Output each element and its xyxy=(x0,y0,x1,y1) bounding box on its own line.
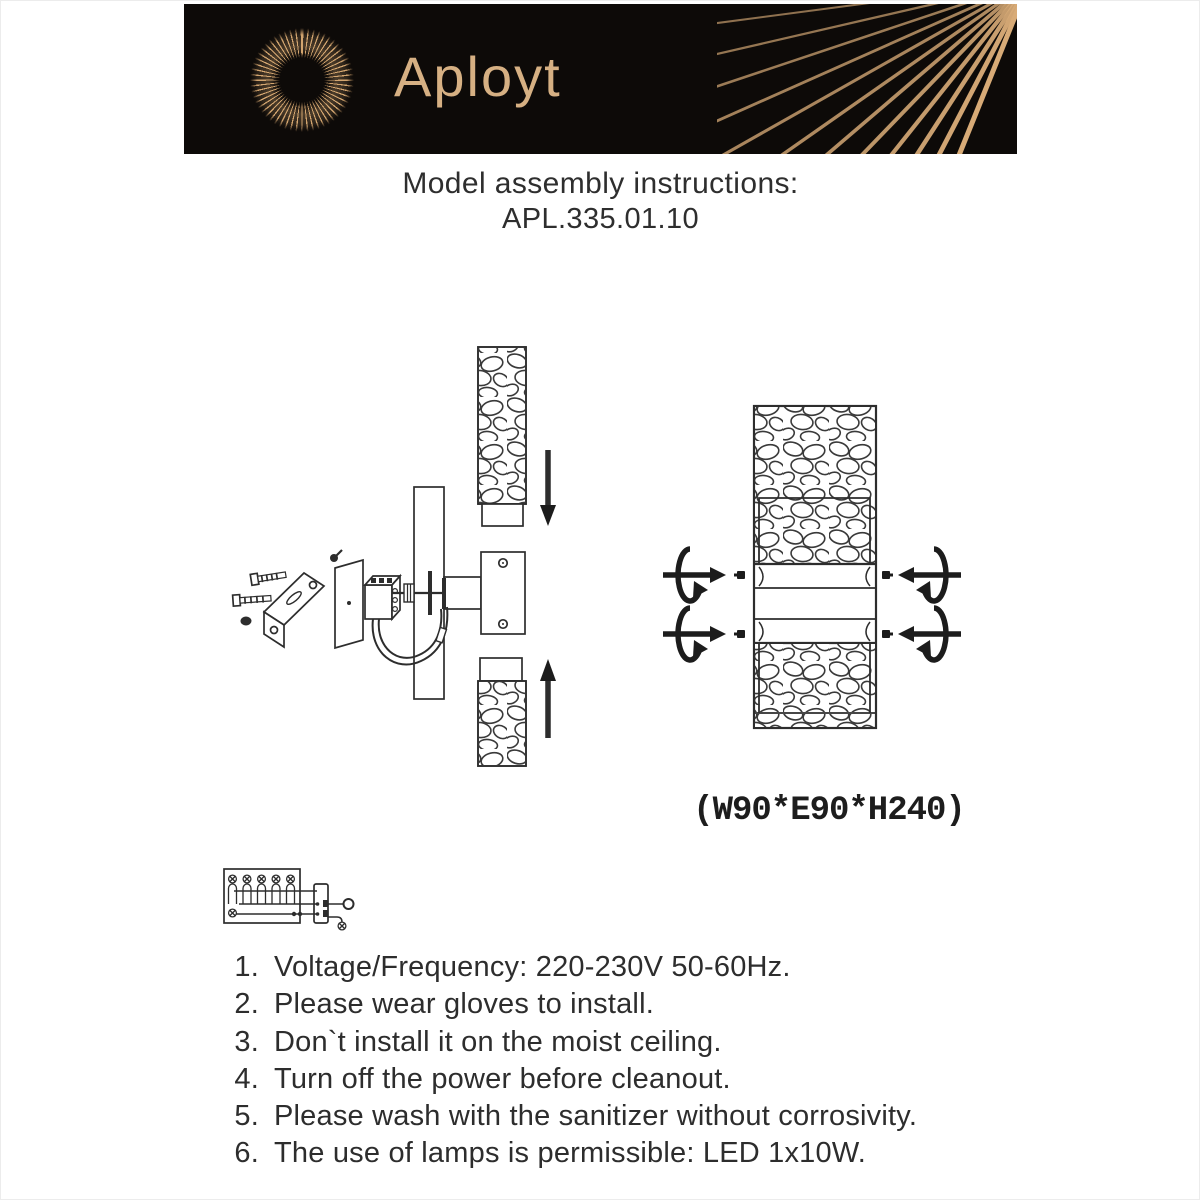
item-text: Turn off the power before cleanout. xyxy=(274,1062,731,1095)
instruction-item xyxy=(229,986,917,1023)
item-number: 6. xyxy=(234,1137,259,1170)
item-number: 2. xyxy=(234,988,259,1021)
model-number: APL.335.01.10 xyxy=(501,203,700,235)
rotate-arrow-icon xyxy=(898,608,961,660)
instructions-list xyxy=(229,949,917,1173)
rotate-arrow-icon xyxy=(898,549,961,601)
down-arrow-icon xyxy=(540,450,556,526)
item-number: 4. xyxy=(234,1062,259,1095)
item-number: 5. xyxy=(234,1100,259,1133)
lamp-front xyxy=(754,406,876,728)
item-text: Please wash with the sanitizer without corrosivity. xyxy=(274,1100,918,1133)
instruction-item xyxy=(229,1024,917,1061)
top-shade xyxy=(478,347,526,526)
instruction-item xyxy=(229,1061,917,1098)
exploded-assembly-view xyxy=(233,347,556,766)
connector xyxy=(314,884,328,923)
item-number: 3. xyxy=(234,1025,259,1058)
dimensions-label: (W90*E90*H240) xyxy=(693,792,965,830)
item-number: 1. xyxy=(234,951,259,983)
wires xyxy=(234,891,317,916)
instruction-item xyxy=(229,1135,917,1172)
item-text: Please wear gloves to install. xyxy=(274,988,654,1021)
terminal-screws xyxy=(229,875,295,917)
ring-terminal xyxy=(328,899,354,909)
item-text: The use of lamps is permissible: LED 1x10W. xyxy=(274,1137,867,1170)
item-text: Voltage/Frequency: 220-230V 50-60Hz. xyxy=(274,951,791,983)
page-title: Model assembly instructions: xyxy=(402,167,799,200)
ground-screw xyxy=(328,917,346,930)
terminal-block xyxy=(365,576,400,619)
mounting-bracket xyxy=(264,573,324,647)
rotate-arrow-icon xyxy=(663,549,726,601)
rotate-arrow-icon xyxy=(663,608,726,660)
item-text: Don`t install it on the moist ceiling. xyxy=(274,1025,722,1058)
instruction-item xyxy=(229,949,917,986)
lamp-body xyxy=(481,552,525,634)
wiring-diagram xyxy=(224,869,354,930)
lamp-arm xyxy=(444,577,481,609)
back-plate xyxy=(330,550,363,648)
instruction-item xyxy=(229,1098,917,1135)
up-arrow-icon xyxy=(540,659,556,738)
bottom-shade xyxy=(478,658,526,766)
rotation-view xyxy=(663,406,961,728)
brand-name: Aployt xyxy=(394,45,562,108)
